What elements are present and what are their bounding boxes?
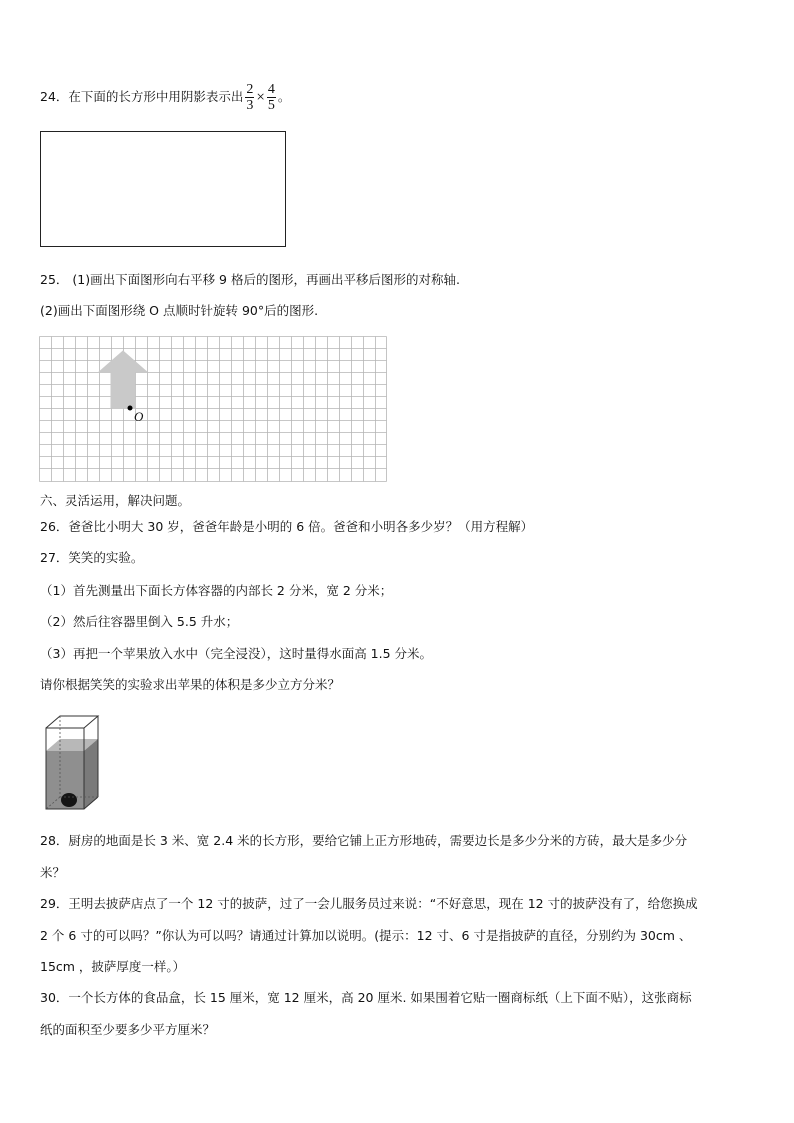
q24-suffix: 。 [277, 89, 291, 104]
q27-step2: （2）然后往容器里倒入 5.5 升水； [40, 614, 239, 629]
q24-fraction-1 [245, 82, 254, 113]
q29-line2: 2 个 6 寸的可以吗？”你认为可以吗？请通过计算加以说明。(提示：12 寸、6 寸是指披萨的直径，分别约为 30cm 、 [40, 928, 692, 943]
q24-frac1-num: 2 [246, 82, 254, 97]
q24-prefix: 24．在下面的长方形中用阴影表示出 [40, 89, 244, 104]
q25-arrow-shape [99, 351, 147, 408]
q24-fraction-2 [267, 82, 276, 113]
section-6-title: 六、灵活运用，解决问题。 [40, 493, 191, 508]
q25-point-label: O [134, 409, 144, 424]
q28-line1: 28．厨房的地面是长 3 米、宽 2.4 米的长方形，要给它铺上正方形地砖，需要边长是多少分米的方砖，最大是多少分 [40, 833, 688, 848]
q29-line3: 15cm ，披萨厚度一样。） [40, 959, 186, 974]
q29-line1: 29．王明去披萨店点了一个 12 寸的披萨，过了一会儿服务员过来说：“不好意思，现在 12 寸的披萨没有了，给您换成 [40, 896, 698, 911]
q25-grid-figure [39, 336, 389, 487]
q27-step1: （1）首先测量出下面长方体容器的内部长 2 分米，宽 2 分米； [40, 583, 393, 598]
q30-line2: 纸的面积至少要多少平方厘米？ [40, 1022, 216, 1037]
q24-times: × [256, 89, 265, 106]
q24-rectangle [40, 131, 286, 247]
q24-text [40, 82, 290, 113]
apple-icon [61, 793, 77, 807]
q27-cuboid-with-water [44, 714, 102, 814]
q27-question: 请你根据笑笑的实验求出苹果的体积是多少立方分米？ [40, 677, 341, 692]
q28-line2: 米？ [40, 865, 66, 880]
q25-point-o [128, 406, 133, 411]
q30-line1: 30．一个长方体的食品盒，长 15 厘米，宽 12 厘米，高 20 厘米. 如果围着它贴一圈商标纸（上下面不贴），这张商标 [40, 990, 692, 1005]
q25-line1: 25． (1)画出下面图形向右平移 9 格后的图形，再画出平移后图形的对称轴. [40, 272, 460, 287]
q24-frac1-den: 3 [246, 98, 254, 113]
q24-frac2-den: 5 [267, 98, 275, 113]
q27-title: 27．笑笑的实验。 [40, 550, 144, 565]
q25-grid [39, 336, 389, 484]
q24-frac2-num: 4 [267, 82, 275, 97]
q27-step3: （3）再把一个苹果放入水中（完全浸没），这时量得水面高 1.5 分米。 [40, 646, 433, 661]
q27-container-figure [44, 714, 102, 817]
q26-text: 26．爸爸比小明大 30 岁，爸爸年龄是小明的 6 倍。爸爸和小明各多少岁？（用方程解） [40, 519, 534, 534]
q25-line2: (2)画出下面图形绕 O 点顺时针旋转 90°后的图形. [40, 303, 319, 318]
